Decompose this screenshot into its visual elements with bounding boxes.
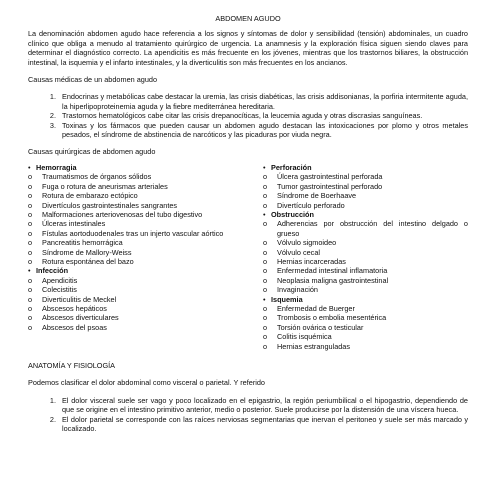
item-text: Vólvulo sigmoideo [277,238,337,248]
list-item [28,323,233,332]
circle-bullet-icon: o [263,322,268,332]
circle-bullet-icon: o [28,228,33,238]
list-item [28,257,233,266]
item-text: Diverticulitis de Meckel [42,294,117,304]
bullet-icon: • [263,209,266,219]
list-item [28,219,233,228]
circle-bullet-icon: o [28,313,33,323]
item-text: Divertículo perforado [277,200,345,210]
bullet-icon: • [263,294,266,304]
list-item [263,285,468,294]
item-text: Torsión ovárica o testicular [277,322,364,332]
list-item [28,238,233,247]
item-text: Síndrome de Boerhaave [277,191,357,201]
item-text: Enfermedad de Buerger [277,303,355,313]
item-text: Colitis isquémica [277,332,332,342]
list-item [263,342,468,351]
item-text: Abscesos del psoas [42,322,107,332]
list-item [28,111,468,120]
list-item [28,182,233,191]
circle-bullet-icon: o [28,285,33,295]
surgical-causes-heading: Causas quirúrgicas de abdomen agudo [28,147,156,157]
item-text: Hemorragia [36,162,77,172]
medical-causes-list [28,92,468,139]
item-text: Hernias estranguladas [277,341,351,351]
list-item [263,248,468,257]
item-text: Enfermedad intestinal inflamatoria [277,266,388,276]
list-item [263,266,468,275]
item-number: 2. [49,414,56,424]
circle-bullet-icon: o [263,341,268,351]
list-item [28,313,233,322]
circle-bullet-icon: o [28,322,33,332]
anatomy-list [28,396,468,434]
list-item [263,313,468,322]
list-item [263,304,468,313]
bullet-icon: • [263,162,266,172]
list-item [28,201,233,210]
category-heading [263,210,468,219]
item-text: Apendicitis [42,275,78,285]
list-item [263,257,468,266]
circle-bullet-icon: o [263,200,268,210]
item-text: Adherencias por obstrucción del intestino delgado o grueso [277,219,468,238]
list-item [263,323,468,332]
item-text: Rotura de embarazo ectópico [42,191,138,201]
circle-bullet-icon: o [263,332,268,342]
bullet-icon: • [28,162,31,172]
item-text: Perforación [271,162,312,172]
circle-bullet-icon: o [28,200,33,210]
category-heading [263,163,468,172]
item-text: El dolor visceral suele ser vago y poco localizado en el epigastrio, la región periumbilical o el hipogastrio, dependiendo de que se origine en el intestino primitivo anterior, medio o posterior. Suele producirse por la distensión de una víscera hueca. [62,395,468,415]
circle-bullet-icon: o [28,275,33,285]
item-text: Colecistitis [42,285,77,295]
item-text: Síndrome de Mallory-Weiss [42,247,132,257]
list-item [28,229,233,238]
list-item [263,191,468,200]
list-item [28,172,233,181]
circle-bullet-icon: o [263,266,268,276]
circle-bullet-icon: o [263,256,268,266]
item-text: Úlcera gastrointestinal perforada [277,172,383,182]
circle-bullet-icon: o [28,247,33,257]
list-item [28,210,233,219]
item-text: Obstrucción [271,209,314,219]
circle-bullet-icon: o [263,275,268,285]
list-item [28,415,468,434]
circle-bullet-icon: o [263,181,268,191]
item-text: Fuga o rotura de aneurismas arteriales [42,181,168,191]
circle-bullet-icon: o [263,285,268,295]
item-text: Hernias incarceradas [277,256,346,266]
circle-bullet-icon: o [28,191,33,201]
item-text: Úlceras intestinales [42,219,106,229]
circle-bullet-icon: o [263,247,268,257]
list-item [263,182,468,191]
intro-paragraph: La denominación abdomen agudo hace referencia a los signos y síntomas de dolor y sensibilidad (tensión) abdominales, un cuadro clínico que obliga a menudo al tratamiento quirúrgico de urgencia. La anamnesis y la exploración física siguen siendo claves para determinar el diagnóstico correcto. La apendicitis es más frecuente en los jóvenes, mientras que los trastornos biliares, la obstrucción intestinal, la isquemia y el infarto intestinales, y la diverticulitis son más frecuentes en los ancianos. [28,29,468,67]
list-item [28,304,233,313]
list-item [28,248,233,257]
item-text: Tumor gastrointestinal perforado [277,181,383,191]
circle-bullet-icon: o [263,238,268,248]
circle-bullet-icon: o [28,172,33,182]
item-text: Infección [36,266,69,276]
category-heading [263,295,468,304]
item-number: 2. [49,111,56,121]
item-text: Trombosis o embolia mesentérica [277,313,387,323]
circle-bullet-icon: o [263,191,268,201]
circle-bullet-icon: o [263,172,268,182]
circle-bullet-icon: o [28,303,33,313]
list-item [263,219,468,238]
item-text: Vólvulo cecal [277,247,320,257]
item-text: Toxinas y los fármacos que pueden causar un abdomen agudo destacan las intoxicaciones por plomo y otros metales pesados, el síndrome de abstinencia de narcóticos y las picaduras por viuda negra. [62,120,468,140]
item-text: Abscesos hepáticos [42,303,107,313]
list-item [263,332,468,341]
circle-bullet-icon: o [263,313,268,323]
circle-bullet-icon: o [28,219,33,229]
item-text: Traumatismos de órganos sólidos [42,172,152,182]
item-text: Malformaciones arteriovenosas del tubo digestivo [42,209,203,219]
item-number: 3. [49,120,56,130]
circle-bullet-icon: o [28,256,33,266]
anatomy-heading: ANATOMÍA Y FISIOLOGÍA [28,361,116,370]
item-text: Abscesos diverticulares [42,313,119,323]
item-text: El dolor parietal se corresponde con las raíces nerviosas segmentarias que inervan el peritoneo y suele ser más marcado y localizado. [62,414,468,434]
item-text: Pancreatitis hemorrágica [42,238,123,248]
list-item [263,276,468,285]
list-item [263,238,468,247]
item-text: Invaginación [277,285,318,295]
item-text: Trastornos hematológicos cabe citar las crisis drepanocíticas, la leucemia aguda y otras discrasias sanguíneas. [62,111,423,121]
bullet-icon: • [28,266,31,276]
category-heading [28,163,233,172]
surgical-causes-left-column [28,163,233,351]
list-item [263,201,468,210]
circle-bullet-icon: o [263,219,268,229]
category-heading [28,266,233,275]
document-title: ABDOMEN AGUDO [215,14,281,23]
list-item [28,285,233,294]
list-item [28,92,468,111]
surgical-causes-columns [28,163,468,351]
list-item [28,121,468,140]
item-number: 1. [49,395,56,405]
circle-bullet-icon: o [28,181,33,191]
medical-causes-heading: Causas médicas de un abdomen agudo [28,75,157,85]
item-text: Rotura espontánea del bazo [42,256,134,266]
item-number: 1. [49,92,56,102]
circle-bullet-icon: o [28,238,33,248]
circle-bullet-icon: o [28,294,33,304]
list-item [28,295,233,304]
circle-bullet-icon: o [28,209,33,219]
circle-bullet-icon: o [263,303,268,313]
document-page [28,14,468,441]
item-text: Fístulas aortoduodenales tras un injerto vascular aórtico [42,228,224,238]
item-text: Neoplasia maligna gastrointestinal [277,275,389,285]
list-item [263,172,468,181]
list-item [28,191,233,200]
anatomy-intro: Podemos clasificar el dolor abdominal como visceral o parietal. Y referido [28,378,265,388]
item-text: Endocrinas y metabólicas cabe destacar la uremia, las crisis diabéticas, las crisis addisonianas, la porfiria intermitente aguda, la hiperlipoproteinemia aguda y la fiebre mediterránea hereditaria. [62,92,468,111]
item-text: Isquemia [271,294,303,304]
item-text: Divertículos gastrointestinales sangrantes [42,200,178,210]
surgical-causes-right-column [263,163,468,351]
list-item [28,396,468,415]
list-item [28,276,233,285]
